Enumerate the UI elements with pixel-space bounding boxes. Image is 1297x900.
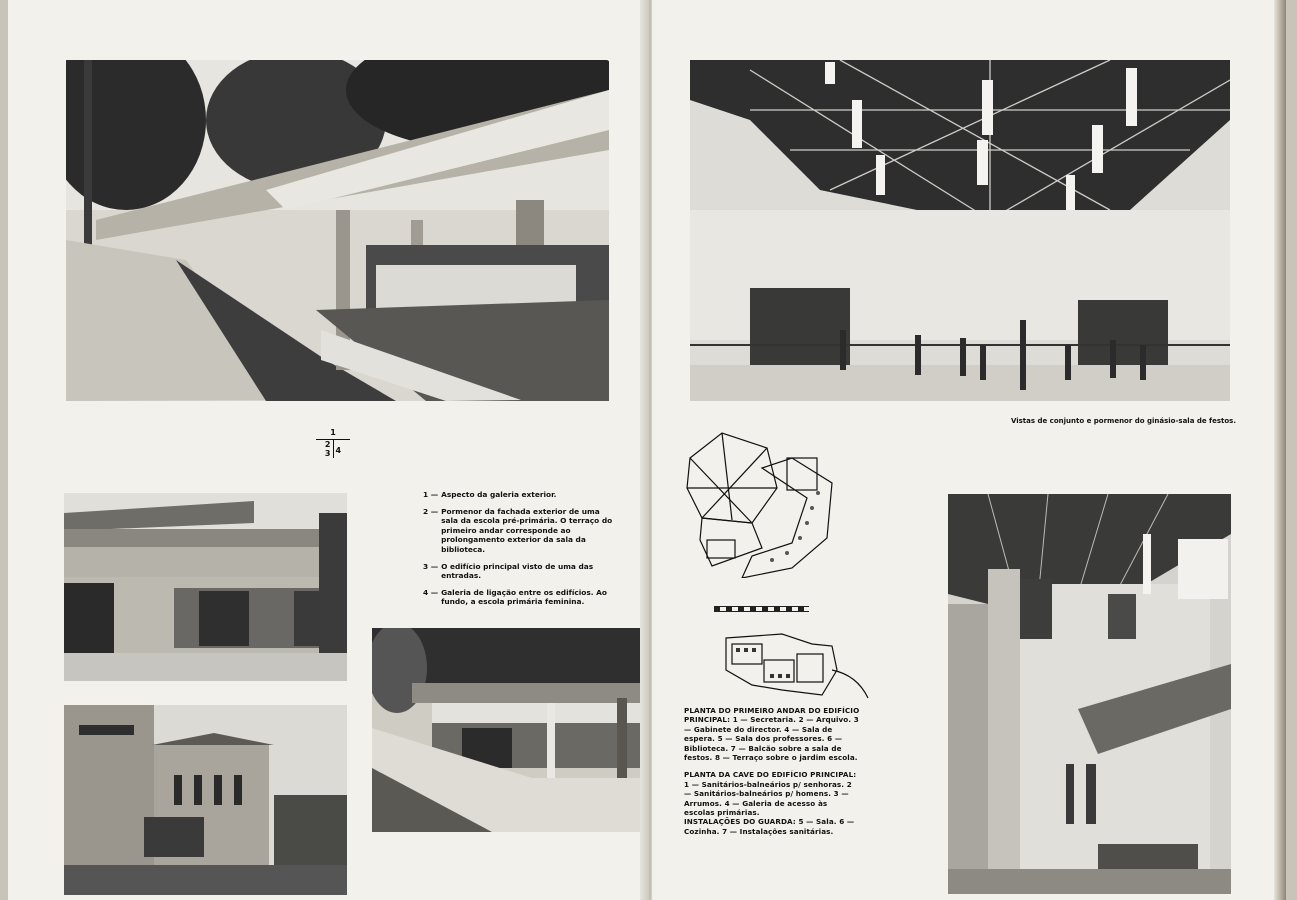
photo-building: [64, 705, 347, 895]
page-edge: [1274, 0, 1286, 900]
right-page: [652, 0, 1286, 900]
caption-1: 1 — Aspecto da galeria exterior.: [423, 490, 557, 499]
plan-first-floor-caption: PLANTA DO PRIMEIRO ANDAR DO EDIFÍCIO PRINCIPAL: 1 — Secretaria. 2 — Arquivo. 3 — Gabinete do director. 4 — Sala de espera. 5 — Sala dos professores. 6 — Biblioteca. 7 — Balcão sobre a sala de festos. 8 — Terraço sobre o jardim escola.: [684, 706, 860, 763]
plan-captions: [684, 706, 860, 844]
scale-bar: [714, 606, 809, 612]
photo-gym-detail: [948, 494, 1231, 894]
photo-gym: [690, 60, 1230, 401]
caption-4: 4 — Galeria de ligação entre os edifícios. Ao fundo, a escola primária feminina.: [423, 587, 607, 607]
left-captions: [423, 490, 615, 614]
photo-gallery: [66, 60, 609, 401]
page-key: 1 2 3 4: [316, 428, 350, 458]
gym-caption: Vistas de conjunto e pormenor do ginásio-sala de festos.: [1010, 417, 1236, 425]
caption-2: 2 — Pormenor da fachada exterior de uma sala da escola pré-primária. O terraço do primeiro andar corresponde ao prolongamento exterior da sala da biblioteca.: [423, 506, 613, 554]
photo-walkway: [372, 628, 649, 832]
plan-basement: [722, 630, 872, 702]
caption-3: 3 — O edifício principal visto de uma das entradas.: [423, 561, 594, 581]
photo-facade: [64, 493, 347, 681]
plan-first-floor: [682, 428, 842, 578]
plan-basement-caption: PLANTA DA CAVE DO EDIFÍCIO PRINCIPAL: 1 — Sanitários-balneários p/ senhoras. 2 — Sanitários-balneários p/ homens. 3 — Arrumos. 4 — Galeria de acesso às escolas primárias.: [684, 770, 857, 818]
left-page: [8, 0, 649, 900]
plan-guard-caption: INSTALAÇÕES DO GUARDA: 5 — Sala. 6 — Cozinha. 7 — Instalações sanitárias.: [684, 817, 855, 836]
